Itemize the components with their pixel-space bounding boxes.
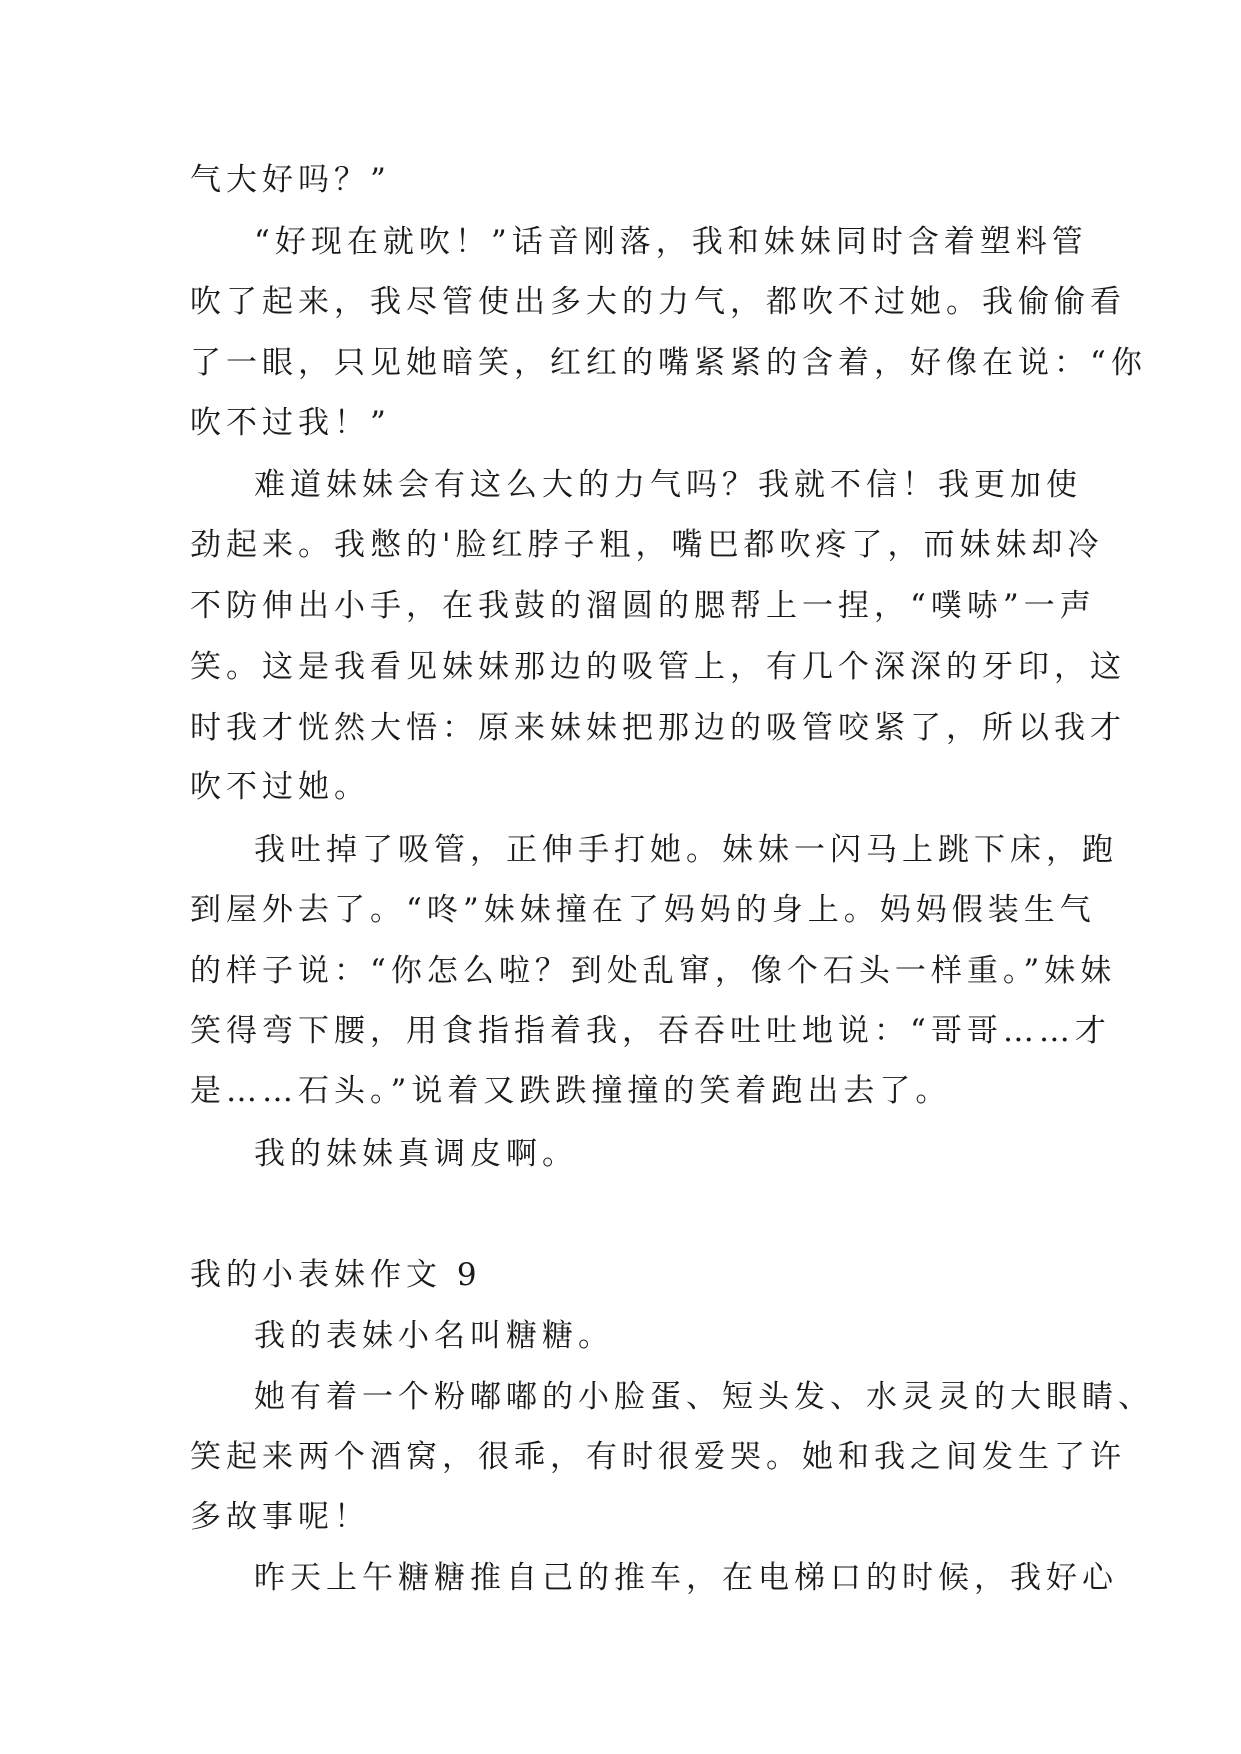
text-line: 吹不过我！”	[190, 405, 391, 441]
text-line: 难道妹妹会有这么大的力气吗？我就不信！我更加使	[254, 467, 1082, 503]
text-line: 到屋外去了。“咚”妹妹撞在了妈妈的身上。妈妈假装生气	[190, 892, 1096, 928]
text-line: 不防伸出小手，在我鼓的溜圆的腮帮上一捏，“噗哧”一声	[190, 588, 1096, 624]
text-line: 笑得弯下腰，用食指指着我，吞吞吐吐地说：“哥哥……才	[190, 1013, 1111, 1049]
section-heading: 我的小表妹作文 9	[190, 1257, 482, 1293]
text-line: 气大好吗？”	[190, 162, 391, 198]
text-line: 笑起来两个酒窝，很乖，有时很爱哭。她和我之间发生了许	[190, 1439, 1126, 1475]
text-line: 吹不过她。	[190, 769, 370, 805]
text-line: 了一眼，只见她暗笑，红红的嘴紧紧的含着，好像在说：“你	[190, 345, 1147, 381]
text-line: 时我才恍然大悟：原来妹妹把那边的吸管咬紧了，所以我才	[190, 710, 1126, 746]
text-line: 她有着一个粉嘟嘟的小脸蛋、短头发、水灵灵的大眼睛、	[254, 1379, 1154, 1415]
text-line: “好现在就吹！”话音刚落，我和妹妹同时含着塑料管	[254, 224, 1088, 260]
text-line: 我的表妹小名叫糖糖。	[254, 1318, 614, 1354]
text-line: 我吐掉了吸管，正伸手打她。妹妹一闪马上跳下床，跑	[254, 832, 1118, 868]
text-line: 昨天上午糖糖推自己的推车，在电梯口的时候，我好心	[254, 1560, 1118, 1596]
text-line: 劲起来。我憋的'脸红脖子粗，嘴巴都吹疼了，而妹妹却冷	[190, 527, 1104, 563]
text-line: 的样子说：“你怎么啦？到处乱窜，像个石头一样重。”妹妹	[190, 953, 1117, 989]
text-line: 吹了起来，我尽管使出多大的力气，都吹不过她。我偷偷看	[190, 284, 1126, 320]
text-line: 我的妹妹真调皮啊。	[254, 1136, 578, 1172]
text-line: 笑。这是我看见妹妹那边的吸管上，有几个深深的牙印，这	[190, 649, 1126, 685]
text-line: 多故事呢！	[190, 1499, 370, 1535]
text-line: 是……石头。”说着又跌跌撞撞的笑着跑出去了。	[190, 1073, 952, 1109]
